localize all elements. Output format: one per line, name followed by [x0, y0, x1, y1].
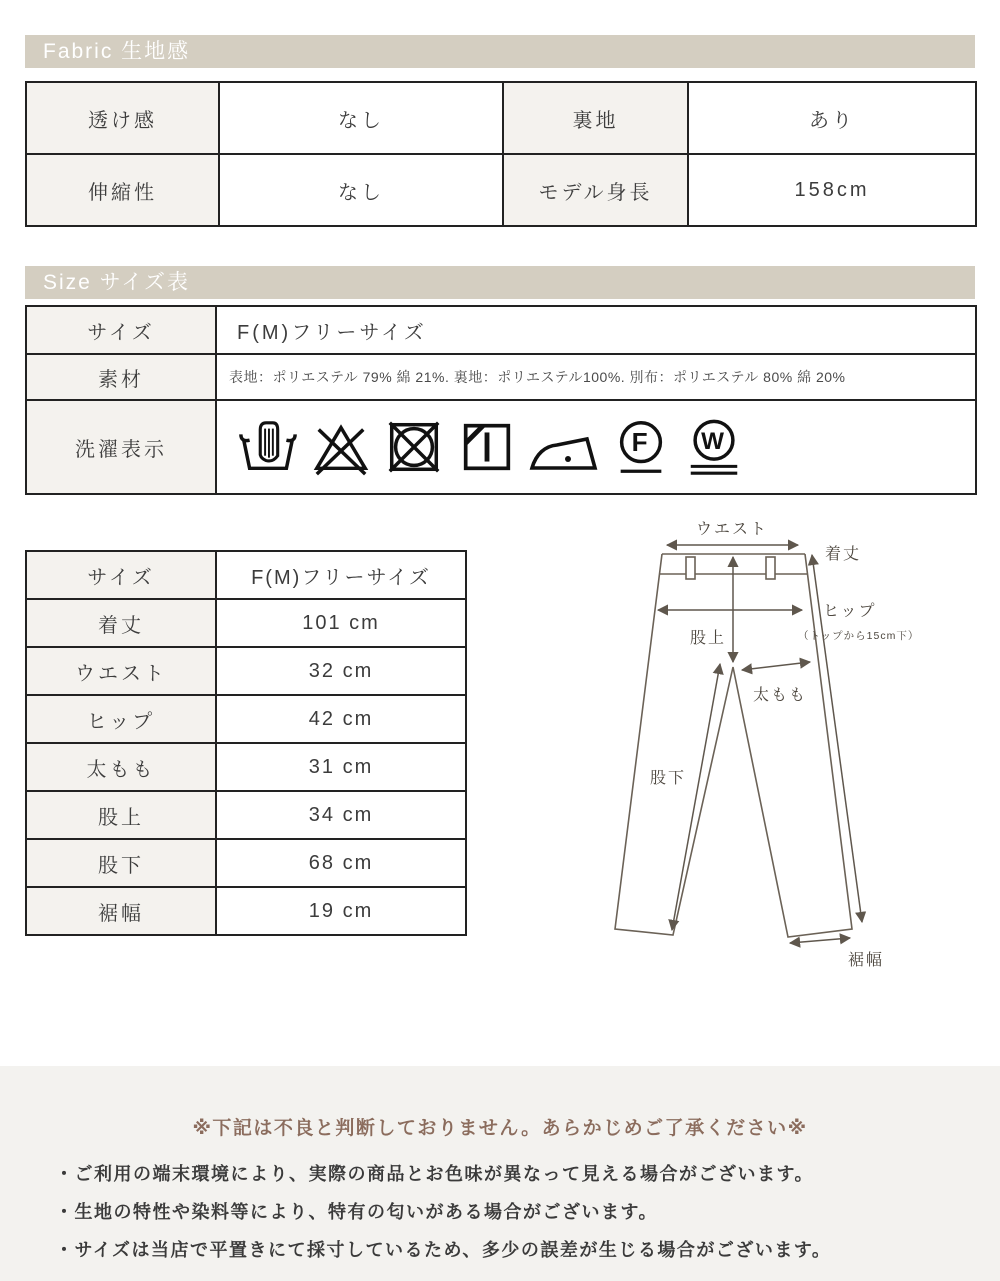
fabric-label-model-height: モデル身長: [503, 154, 688, 226]
measure-label-length: 着丈: [26, 599, 216, 647]
svg-text:W: W: [701, 427, 727, 455]
table-row: [26, 599, 466, 647]
diagram-length-label: 着丈: [825, 546, 862, 563]
pants-measurement-diagram: [580, 507, 980, 987]
measure-label-hem-width: 裾幅: [26, 887, 216, 935]
measure-header-value: F(M)フリーサイズ: [216, 551, 466, 599]
measure-value-rise: 34 cm: [216, 791, 466, 839]
diagram-rise-label: 股上: [689, 630, 726, 647]
table-row: [26, 400, 976, 494]
fabric-table: [25, 81, 977, 227]
dry-clean-petroleum-gentle-icon: [610, 415, 672, 479]
care-symbols-cell: [216, 400, 976, 494]
fabric-value-model-height: 158cm: [688, 154, 976, 226]
notes-list: [0, 1155, 1000, 1269]
measure-label-thigh: 太もも: [26, 743, 216, 791]
table-row: [26, 695, 466, 743]
info-value-size: F(M)フリーサイズ: [216, 306, 976, 354]
measure-label-waist: ウエスト: [26, 647, 216, 695]
measure-label-inseam: 股下: [26, 839, 216, 887]
fabric-value-lining: あり: [688, 82, 976, 154]
table-row: [26, 306, 976, 354]
info-label-care: 洗濯表示: [26, 400, 216, 494]
fabric-section-header: Fabric 生地感: [25, 35, 975, 68]
fabric-label-stretch: 伸縮性: [26, 154, 219, 226]
measure-label-hip: ヒップ: [26, 695, 216, 743]
svg-text:F: F: [631, 426, 651, 457]
size-section-header: Size サイズ表: [25, 266, 975, 299]
iron-low-heat-icon: [529, 415, 599, 479]
care-symbols-row: [237, 415, 975, 479]
info-label-material: 素材: [26, 354, 216, 400]
size-info-table: [25, 305, 977, 495]
list-item: ・ご利用の端末環境により、実際の商品とお色味が異なって見える場合がございます。: [55, 1164, 815, 1184]
diagram-hip-note: （トップから15cm下）: [798, 630, 920, 642]
measurement-section: [0, 521, 1000, 1002]
diagram-hip-label: ヒップ: [823, 603, 877, 620]
measure-value-hip: 42 cm: [216, 695, 466, 743]
diagram-inseam-label: 股下: [649, 770, 687, 787]
measurement-table: [25, 550, 467, 936]
do-not-bleach-icon: [310, 415, 372, 479]
table-row: [26, 743, 466, 791]
list-item: ・生地の特性や染料等により、特有の匂いがある場合がございます。: [55, 1202, 659, 1222]
table-row: [26, 647, 466, 695]
fabric-label-lining: 裏地: [503, 82, 688, 154]
diagram-waist-label: ウエスト: [695, 521, 769, 538]
fabric-value-stretch: なし: [219, 154, 503, 226]
table-row: [26, 839, 466, 887]
measure-value-length: 101 cm: [216, 599, 466, 647]
info-value-material: 表地：ポリエステル 79% 綿 21%. 裏地：ポリエステル100%. 別布：ポリエステル 80% 綿 20%: [216, 354, 976, 400]
line-dry-in-shade-icon: [456, 415, 518, 479]
table-row: [26, 82, 976, 154]
info-label-size: サイズ: [26, 306, 216, 354]
diagram-thigh-label: 太もも: [752, 687, 808, 704]
table-row: [26, 354, 976, 400]
measure-header-label: サイズ: [26, 551, 216, 599]
table-row: [26, 154, 976, 226]
notes-section: [0, 1066, 1000, 1281]
wet-clean-very-gentle-icon: [683, 415, 745, 479]
table-row: [26, 551, 466, 599]
measure-value-waist: 32 cm: [216, 647, 466, 695]
table-row: [26, 791, 466, 839]
measure-value-inseam: 68 cm: [216, 839, 466, 887]
hand-wash-icon: [237, 415, 299, 479]
diagram-hem-width-label: 裾幅: [847, 952, 885, 969]
fabric-value-sheerness: なし: [219, 82, 503, 154]
do-not-tumble-dry-icon: [383, 415, 445, 479]
measure-value-thigh: 31 cm: [216, 743, 466, 791]
measure-value-hem-width: 19 cm: [216, 887, 466, 935]
notes-heading: ※下記は不良と判断しておりません。あらかじめご了承ください※: [192, 1118, 808, 1139]
table-row: [26, 887, 466, 935]
measure-label-rise: 股上: [26, 791, 216, 839]
fabric-label-sheerness: 透け感: [26, 82, 219, 154]
list-item: ・サイズは当店で平置きにて採寸しているため、多少の誤差が生じる場合がございます。: [55, 1240, 832, 1260]
